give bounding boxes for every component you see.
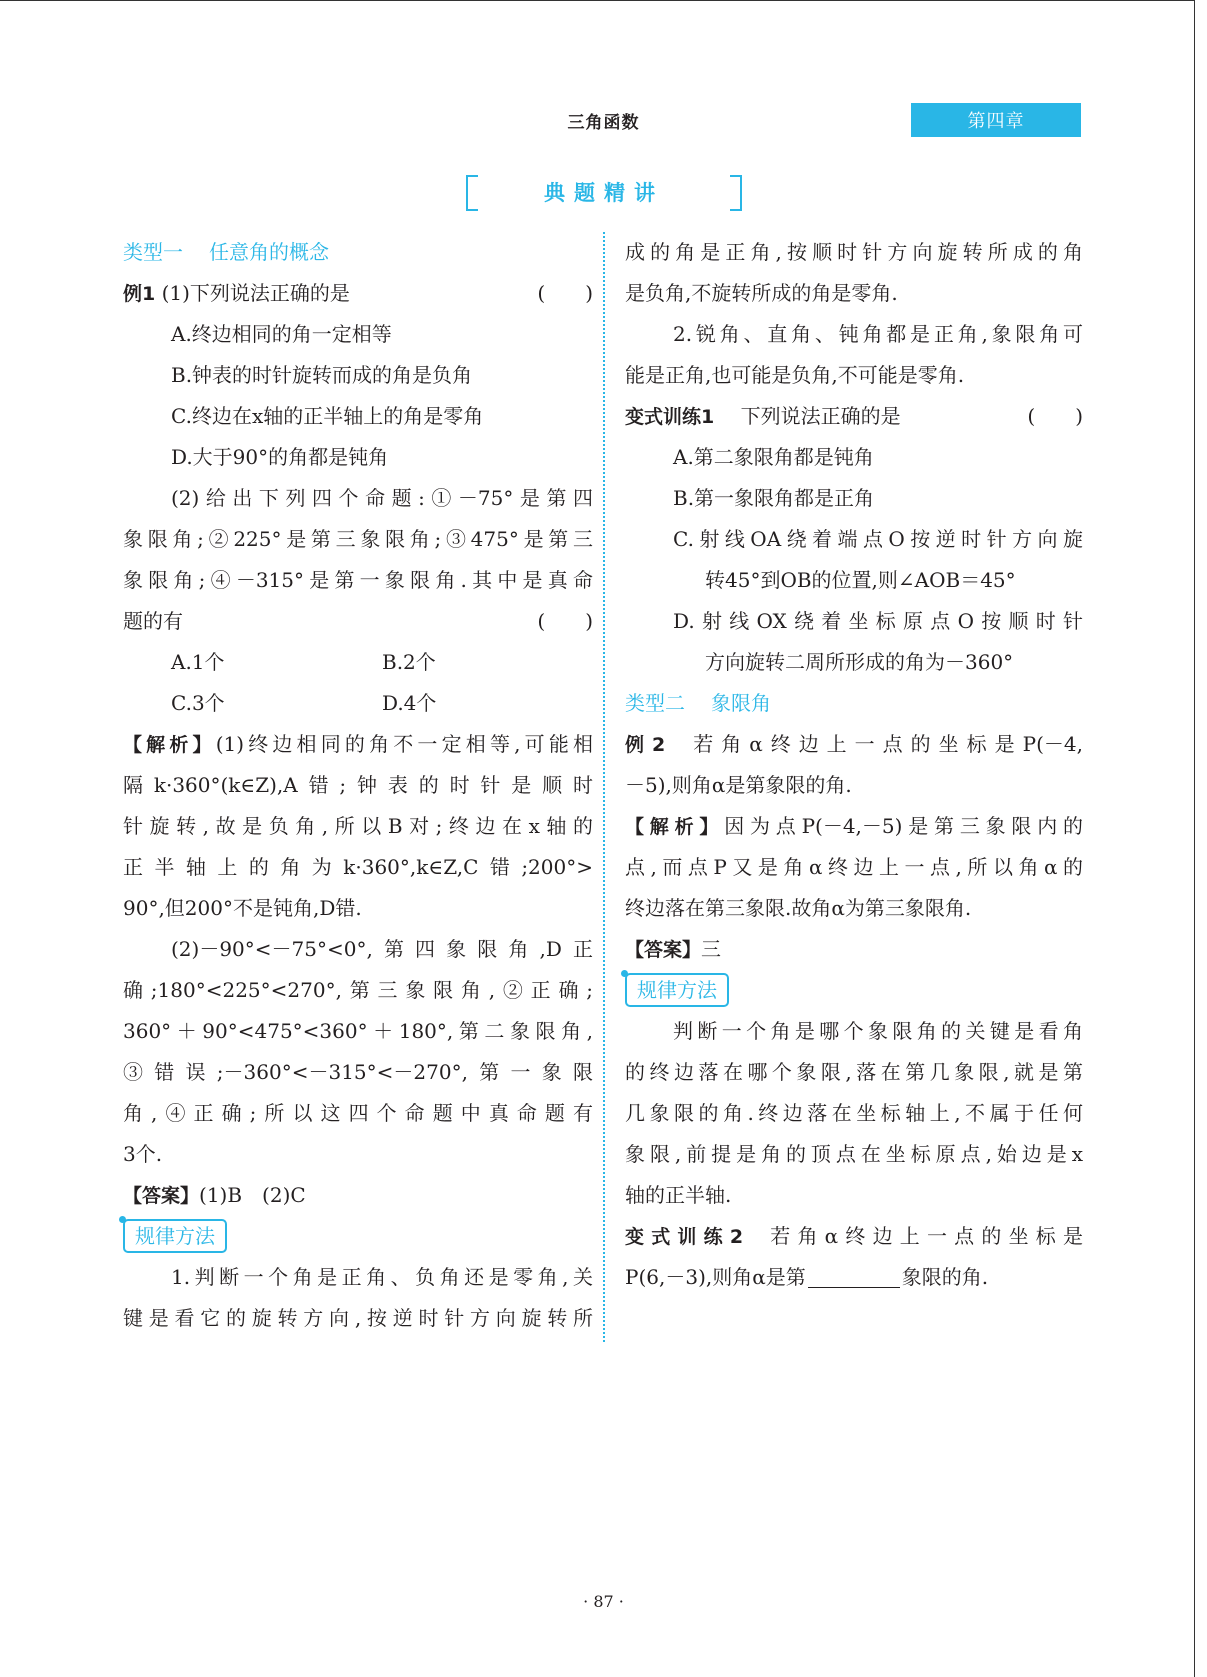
- analysis2-line: [625, 806, 1083, 847]
- analysis-line: 针旋转,故是负角,所以B对;终边在x轴的: [123, 814, 593, 838]
- example1-q2-last: [123, 601, 593, 642]
- fill-in-blank[interactable]: [808, 1267, 900, 1288]
- analysis2-label: 【解析】: [625, 816, 725, 838]
- option-line: A.第二象限角都是钝角: [673, 445, 874, 469]
- analysis-line: (2)－90°<－75°<0°,第四象限角,D正: [171, 937, 593, 961]
- option-line: D.大于90°的角都是钝角: [171, 445, 389, 469]
- method-dot: [119, 1216, 126, 1223]
- answer2-label: 【答案】: [625, 939, 702, 961]
- option-row: [123, 683, 593, 724]
- method2-line: 的终边落在哪个象限,落在第几象限,就是第: [625, 1060, 1083, 1084]
- type2-title: 象限角: [711, 691, 771, 715]
- variant1-label: 变式训练1: [625, 406, 715, 428]
- option-b: B.2个: [382, 650, 436, 674]
- example1-question1: [123, 273, 593, 314]
- option-line: B.第一象限角都是正角: [673, 486, 875, 510]
- example2-label: 例2: [625, 734, 666, 756]
- chapter-subject-title: 三角函数: [567, 113, 640, 133]
- analysis-line: 角,④正确;所以这四个命题中真命题有: [123, 1101, 593, 1125]
- variant1-question: [625, 396, 1083, 437]
- answer-line: [123, 1175, 593, 1216]
- answer2-text: 三: [701, 937, 722, 961]
- example2-line: －5),则角α是第象限的角.: [625, 773, 852, 797]
- analysis-line: 正半轴上的角为k·360°,k∈Z,C错;200°>: [123, 855, 593, 879]
- example2-line: [625, 724, 1083, 765]
- variant2-line2: [625, 1257, 1083, 1298]
- method-line: 1.判断一个角是正角、负角还是零角,关: [171, 1265, 593, 1289]
- method2-dot: [621, 970, 628, 977]
- answer-text: (1)B (2)C: [199, 1183, 306, 1207]
- example1-q1-text: (1)下列说法正确的是: [161, 281, 350, 305]
- analysis-line: ③错误;－360°<－315°<－270°,第一象限: [123, 1060, 593, 1084]
- method-cont-line: 2.锐角、直角、钝角都是正角,象限角可: [673, 322, 1083, 346]
- answer-paren: ( ): [537, 281, 593, 305]
- variant1-text: 下列说法正确的是: [740, 404, 901, 428]
- section-banner: [466, 175, 742, 209]
- page-number: · 87 ·: [583, 1592, 624, 1611]
- method-cont-line: 能是正角,也可能是负角,不可能是零角.: [625, 363, 965, 387]
- option-line: C.射线OA绕着端点O按逆时针方向旋: [673, 527, 1083, 551]
- answer2-line: [625, 929, 1083, 970]
- option-line: B.钟表的时针旋转而成的角是负角: [171, 363, 473, 387]
- method2-box: [625, 973, 729, 1007]
- option-d: D.4个: [382, 691, 437, 715]
- option-c: C.3个: [171, 691, 225, 715]
- analysis2-line: 终边落在第三象限.故角α为第三象限角.: [625, 896, 972, 920]
- section-banner-title: 典题精讲: [544, 181, 664, 205]
- method-title: 规律方法: [135, 1224, 215, 1248]
- answer-paren: ( ): [1027, 404, 1083, 428]
- type1-title: 任意角的概念: [209, 240, 329, 264]
- variant2-text-a: P(6,－3),则角α是第: [625, 1265, 806, 1289]
- option-row: [123, 642, 593, 683]
- method-heading: [123, 1216, 593, 1257]
- method-line: 键是看它的旋转方向,按逆时针方向旋转所: [123, 1306, 593, 1330]
- method2-line: 几象限的角.终边落在坐标轴上,不属于任何: [625, 1101, 1083, 1125]
- analysis-text: (1)终边相同的角不一定相等,可能相: [215, 732, 593, 756]
- method-cont-line: 是负角,不旋转所成的角是零角.: [625, 281, 898, 305]
- analysis-line: [123, 724, 593, 765]
- example1-q2-line: (2)给出下列四个命题:①－75°是第四: [171, 486, 593, 510]
- example1-q2-line: 象限角;②225°是第三象限角;③475°是第三: [123, 527, 593, 551]
- method2-line: 象限,前提是角的顶点在坐标原点,始边是x: [625, 1142, 1083, 1166]
- method2-title: 规律方法: [637, 978, 717, 1002]
- column-divider: [603, 232, 605, 1342]
- banner-right-bracket: [730, 175, 742, 211]
- analysis-label: 【解析】: [123, 734, 216, 756]
- option-line: C.终边在x轴的正半轴上的角是零角: [171, 404, 484, 428]
- type1-heading: [123, 232, 593, 273]
- analysis-line: 90°,但200°不是钝角,D错.: [123, 896, 362, 920]
- chapter-tab: 第四章: [911, 103, 1081, 137]
- example2-text: 若角α终边上一点的坐标是P(－4,: [685, 732, 1083, 756]
- method-box: [123, 1219, 227, 1253]
- example1-q2-line: 象限角;④－315°是第一象限角.其中是真命: [123, 568, 593, 592]
- left-column: [123, 232, 593, 1339]
- method2-line: 轴的正半轴.: [625, 1183, 732, 1207]
- method2-line: 判断一个角是哪个象限角的关键是看角: [673, 1019, 1083, 1043]
- analysis2-line: 点,而点P又是角α终边上一点,所以角α的: [625, 855, 1083, 879]
- variant2-label: 变式训练2: [625, 1226, 744, 1248]
- example1-label: 例1: [123, 283, 156, 305]
- analysis-line: 隔k·360°(k∈Z),A错;钟表的时针是顺时: [123, 773, 593, 797]
- type1-label: 类型一: [123, 240, 183, 264]
- answer-paren: ( ): [537, 609, 593, 633]
- answer-label: 【答案】: [123, 1185, 200, 1207]
- analysis2-text: 因为点P(－4,－5)是第三象限内的: [724, 814, 1083, 838]
- option-line: 转45°到OB的位置,则∠AOB＝45°: [705, 568, 1016, 592]
- option-line: A.终边相同的角一定相等: [171, 322, 392, 346]
- analysis-line: 确;180°<225°<270°,第三象限角,②正确;: [123, 978, 593, 1002]
- variant2-text: 若角α终边上一点的坐标是: [763, 1224, 1083, 1248]
- banner-left-bracket: [466, 175, 478, 211]
- analysis-line: 360°＋90°<475°<360°＋180°,第二象限角,: [123, 1019, 593, 1043]
- method-cont-line: 成的角是正角,按顺时针方向旋转所成的角: [625, 240, 1083, 264]
- option-line: D.射线OX绕着坐标原点O按顺时针: [673, 609, 1083, 633]
- option-a: A.1个: [171, 650, 225, 674]
- variant2-line: [625, 1216, 1083, 1257]
- option-line: 方向旋转二周所形成的角为－360°: [705, 650, 1014, 674]
- example1-q2-last-text: 题的有: [123, 609, 183, 633]
- method2-heading: [625, 970, 1083, 1011]
- right-column: [625, 232, 1083, 1298]
- type2-label: 类型二: [625, 691, 685, 715]
- variant2-text-b: 象限的角.: [901, 1265, 989, 1289]
- type2-heading: [625, 683, 1083, 724]
- analysis-line: 3个.: [123, 1142, 163, 1166]
